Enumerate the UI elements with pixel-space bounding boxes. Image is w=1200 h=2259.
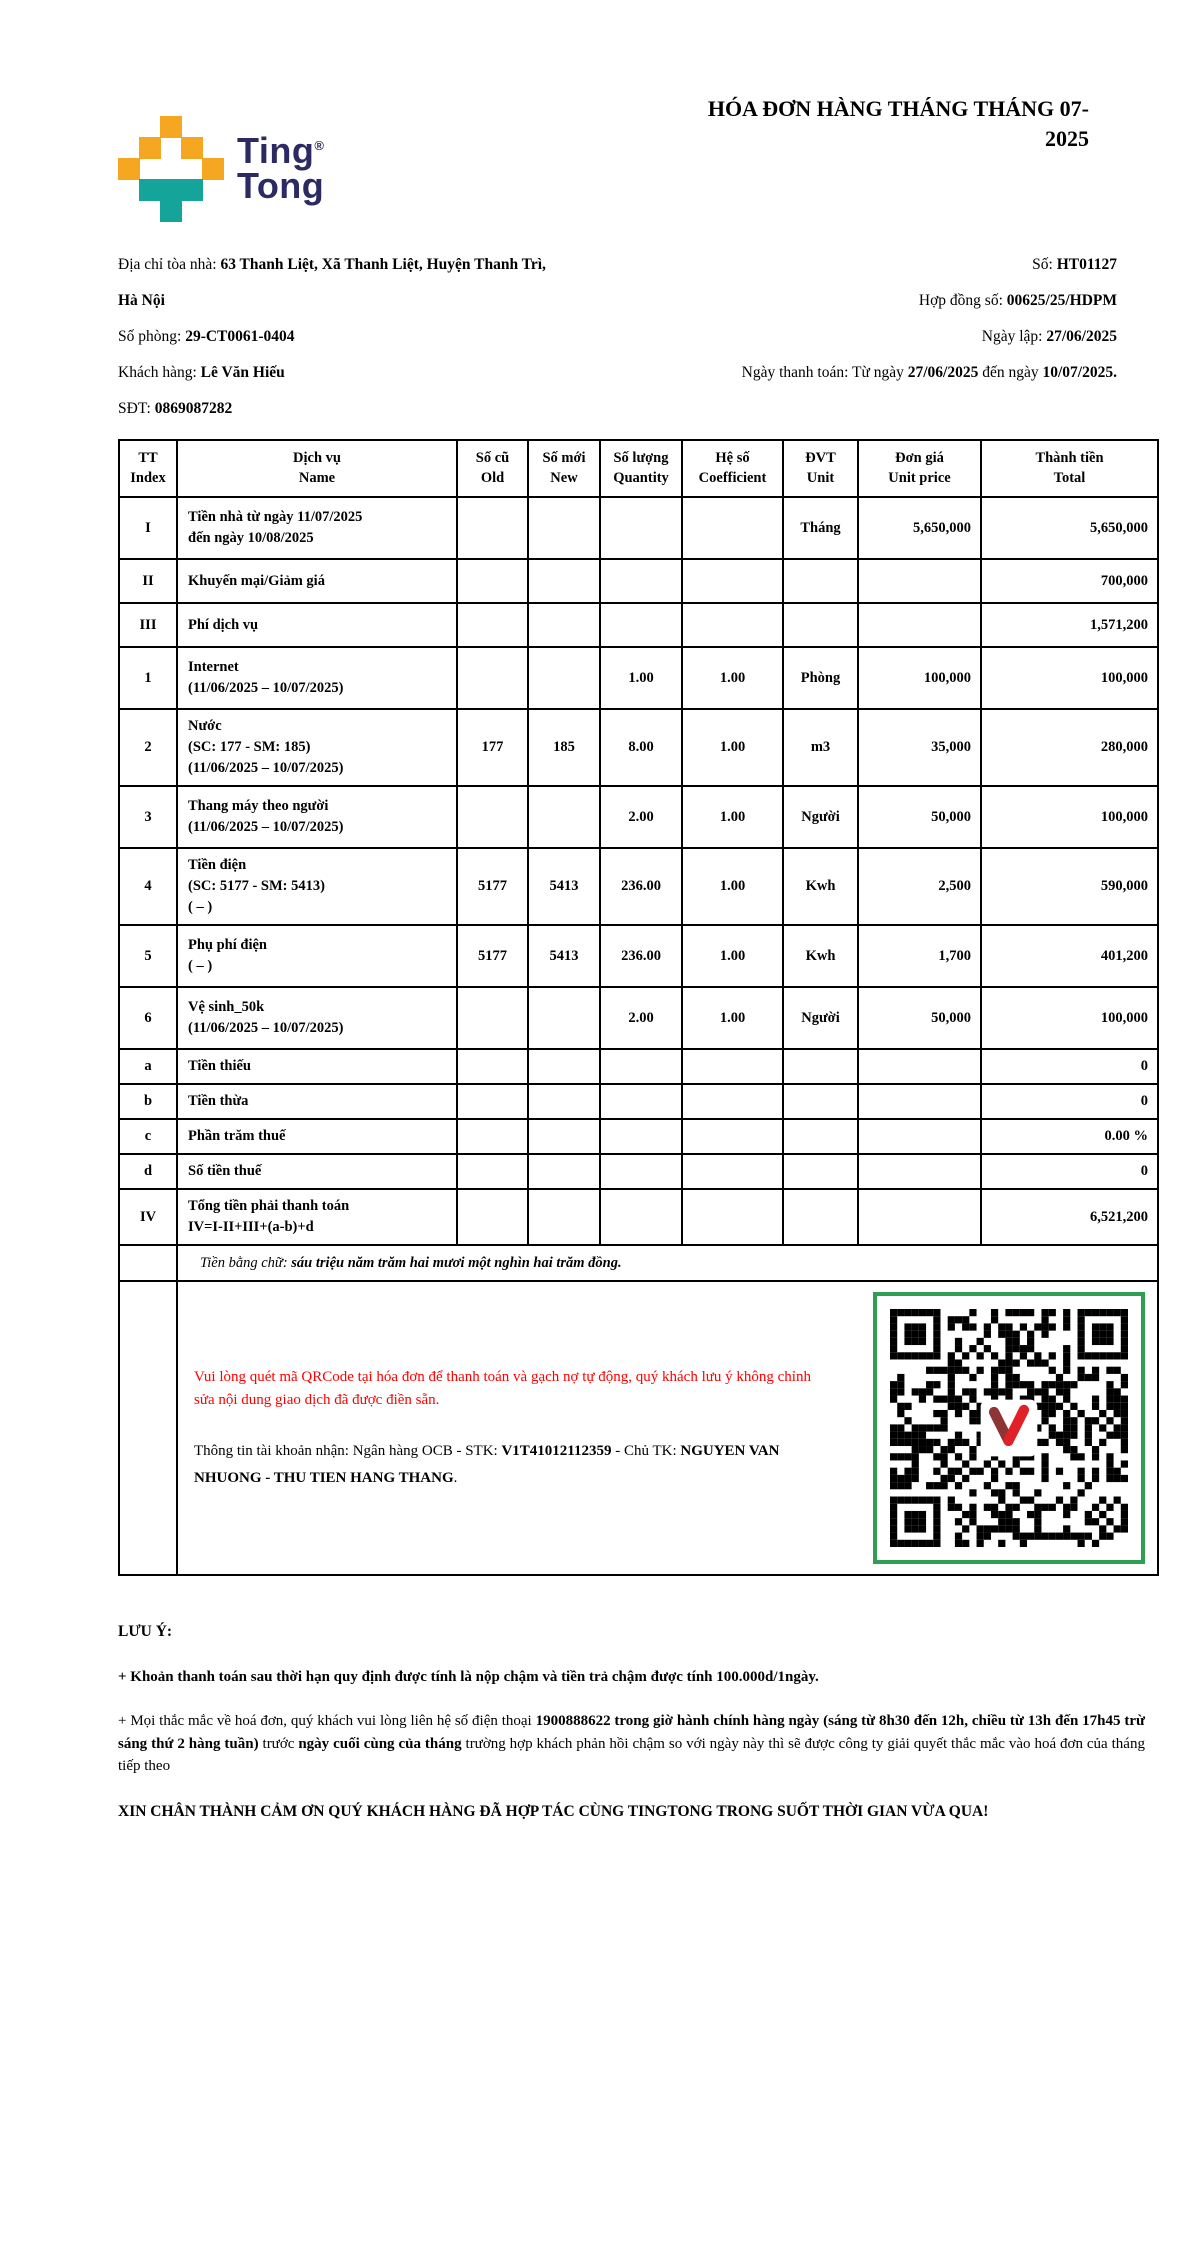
cell-unit-price: 5,650,000 [858,497,981,559]
cell-name: Số tiền thuế [177,1154,457,1189]
cell-unit [783,559,858,603]
cell-index: 3 [119,786,177,848]
invoice-table-body [119,497,1158,1245]
table-row [119,925,1158,987]
cell-old [457,497,528,559]
building-address-city: Hà Nội [118,292,165,309]
col-header-total: Thành tiền Total [981,440,1158,497]
cell-total: 5,650,000 [981,497,1158,559]
table-row [119,709,1158,786]
col-header-old: Số cũ Old [457,440,528,497]
table-row [119,786,1158,848]
meta-row [118,247,1157,283]
cell-unit: m3 [783,709,858,786]
invoice-table [118,439,1159,1576]
cell-unit-price: 50,000 [858,987,981,1049]
cell-coefficient: 1.00 [682,848,783,925]
cell-unit-price: 100,000 [858,647,981,709]
notes-heading: LƯU Ý: [118,1623,173,1641]
cell-new [528,559,600,603]
table-row [119,848,1158,925]
cell-quantity [600,559,682,603]
cell-coefficient: 1.00 [682,786,783,848]
cell-unit-price [858,603,981,647]
cell-total: 401,200 [981,925,1158,987]
cell-index: c [119,1119,177,1154]
payment-instructions [194,1366,834,1491]
cell-quantity [600,603,682,647]
cell-total: 0.00 % [981,1119,1158,1154]
cell-name: Phụ phí điện ( – ) [177,925,457,987]
cell-new [528,786,600,848]
payment-period: Ngày thanh toán: Từ ngày 27/06/2025 đến ngày 10/07/2025. [741,364,1117,381]
tingtong-logo-text: Ting® Tong [237,130,325,206]
cell-old [457,1189,528,1245]
col-header-index: TT Index [119,440,177,497]
cell-coefficient [682,603,783,647]
cell-index: II [119,559,177,603]
cell-name: Nước (SC: 177 - SM: 185) (11/06/2025 – 10/07/2025) [177,709,457,786]
cell-index: a [119,1049,177,1084]
qr-warning-note: Vui lòng quét mã QRCode tại hóa đơn để thanh toán và gạch nợ tự động, quý khách lưu ý không chỉnh sửa nội dung giao dịch đã được điền sẵn. [194,1368,811,1409]
cell-new [528,1189,600,1245]
table-row [119,559,1158,603]
cell-old [457,603,528,647]
cell-total: 700,000 [981,559,1158,603]
cell-new: 5413 [528,848,600,925]
cell-name: Vệ sinh_50k (11/06/2025 – 10/07/2025) [177,987,457,1049]
cell-old [457,1119,528,1154]
cell-old: 5177 [457,848,528,925]
cell-index: IV [119,1189,177,1245]
col-header-name: Dịch vụ Name [177,440,457,497]
cell-quantity: 8.00 [600,709,682,786]
cell-new [528,1049,600,1084]
cell-new [528,1154,600,1189]
cell-unit-price [858,1189,981,1245]
cell-unit [783,1189,858,1245]
cell-name: Tiền thiếu [177,1049,457,1084]
cell-index: 4 [119,848,177,925]
cell-index: III [119,603,177,647]
cell-total: 0 [981,1084,1158,1119]
customer-name: Khách hàng: Lê Văn Hiếu [118,364,285,381]
cell-unit: Kwh [783,925,858,987]
cell-name: Khuyến mại/Giảm giá [177,559,457,603]
cell-total: 590,000 [981,848,1158,925]
amount-in-words: Tiền bằng chữ: sáu triệu năm trăm hai mươi một nghìn hai trăm đồng. [177,1245,1158,1281]
table-row [119,497,1158,559]
cell-unit [783,1154,858,1189]
tingtong-logo-icon [118,116,223,221]
cell-coefficient: 1.00 [682,709,783,786]
cell-new: 185 [528,709,600,786]
cell-unit: Người [783,987,858,1049]
table-row [119,603,1158,647]
cell-quantity: 2.00 [600,786,682,848]
cell-index: I [119,497,177,559]
cell-old: 5177 [457,925,528,987]
cell-unit-price: 1,700 [858,925,981,987]
invoice-notes [118,1620,1157,1823]
issue-date: Ngày lập: 27/06/2025 [981,328,1117,345]
room-number: Số phòng: 29-CT0061-0404 [118,328,295,345]
cell-unit-price [858,559,981,603]
cell-total: 280,000 [981,709,1158,786]
cell-total: 100,000 [981,786,1158,848]
cell-name: Tiền điện (SC: 5177 - SM: 5413) ( – ) [177,848,457,925]
cell-unit-price [858,1084,981,1119]
payment-qr-code [873,1292,1145,1564]
table-row [119,647,1158,709]
invoice-meta [118,247,1157,427]
col-header-new: Số mới New [528,440,600,497]
table-row [119,1189,1158,1245]
cell-name: Phí dịch vụ [177,603,457,647]
cell-name: Tổng tiền phải thanh toán IV=I-II+III+(a-b)+d [177,1189,457,1245]
payment-qr-row [119,1281,1158,1575]
col-header-unit-price: Đơn giá Unit price [858,440,981,497]
cell-unit [783,1049,858,1084]
cell-quantity [600,1189,682,1245]
bank-account-info: Thông tin tài khoản nhận: Ngân hàng OCB - STK: V1T41012112359 - Chủ TK: NGUYEN VAN NHUONG - THU TIEN HANG THANG. [194,1443,780,1486]
cell-name: Phần trăm thuế [177,1119,457,1154]
cell-index: 2 [119,709,177,786]
cell-coefficient [682,1084,783,1119]
cell-coefficient [682,1049,783,1084]
invoice-title: HÓA ĐƠN HÀNG THÁNG THÁNG 07- 2025 [707,96,1089,151]
late-payment-note: + Khoản thanh toán sau thời hạn quy định được tính là nộp chậm và tiền trả chậm được tính 100.000d/1ngày. [118,1668,819,1685]
cell-new: 5413 [528,925,600,987]
cell-unit [783,603,858,647]
table-row [119,1154,1158,1189]
cell-unit [783,1119,858,1154]
phone-number: SĐT: 0869087282 [118,400,233,417]
cell-quantity: 2.00 [600,987,682,1049]
table-row [119,1049,1158,1084]
cell-coefficient: 1.00 [682,647,783,709]
col-header-coefficient: Hệ số Coefficient [682,440,783,497]
cell-index: 5 [119,925,177,987]
cell-coefficient [682,497,783,559]
cell-coefficient [682,559,783,603]
cell-name: Thang máy theo người (11/06/2025 – 10/07/2025) [177,786,457,848]
cell-unit-price: 35,000 [858,709,981,786]
cell-index: 1 [119,647,177,709]
cell-old [457,1049,528,1084]
cell-new [528,497,600,559]
cell-quantity: 236.00 [600,848,682,925]
cell-quantity [600,497,682,559]
cell-old [457,1154,528,1189]
cell-unit: Kwh [783,848,858,925]
cell-coefficient [682,1189,783,1245]
cell-old [457,559,528,603]
table-header-row [119,440,1158,497]
cell-new [528,1084,600,1119]
cell-old [457,786,528,848]
cell-name: Tiền nhà từ ngày 11/07/2025 đến ngày 10/08/2025 [177,497,457,559]
invoice-number: Số: HT01127 [1032,256,1117,273]
cell-total: 100,000 [981,987,1158,1049]
building-address: Địa chỉ tòa nhà: 63 Thanh Liệt, Xã Thanh Liệt, Huyện Thanh Trì, [118,256,546,273]
cell-unit: Tháng [783,497,858,559]
cell-unit-price [858,1154,981,1189]
cell-total: 1,571,200 [981,603,1158,647]
cell-quantity [600,1084,682,1119]
hotline-note: + Mọi thắc mắc về hoá đơn, quý khách vui lòng liên hệ số điện thoại 1900888622 trong giờ hành chính hàng ngày (sáng từ 8h30 đến 12h, chiều từ 13h đến 17h45 trừ sáng thứ 2 hàng tuần) trước ngày cuối cùng của tháng trường hợp khách phản hồi chậm so với ngày này thì sẽ được công ty giải quyết thắc mắc vào hoá đơn của tháng tiếp theo [118,1713,1145,1775]
cell-name: Internet (11/06/2025 – 10/07/2025) [177,647,457,709]
cell-coefficient [682,1154,783,1189]
cell-index: 6 [119,987,177,1049]
cell-old [457,987,528,1049]
cell-old [457,647,528,709]
meta-row [118,319,1157,355]
tingtong-logo [118,116,324,221]
cell-unit-price: 2,500 [858,848,981,925]
cell-quantity: 236.00 [600,925,682,987]
contract-number: Hợp đồng số: 00625/25/HDPM [918,292,1117,309]
cell-index: b [119,1084,177,1119]
cell-unit: Phòng [783,647,858,709]
cell-total: 0 [981,1049,1158,1084]
cell-coefficient: 1.00 [682,987,783,1049]
cell-unit: Người [783,786,858,848]
cell-new [528,1119,600,1154]
meta-row [118,355,1157,391]
cell-new [528,603,600,647]
cell-unit-price [858,1049,981,1084]
cell-index: d [119,1154,177,1189]
thank-you-note: XIN CHÂN THÀNH CẢM ƠN QUÝ KHÁCH HÀNG ĐÃ HỢP TÁC CÙNG TINGTONG TRONG SUỐT THỜI GIAN VỪA QUA! [118,1802,989,1820]
cell-quantity [600,1049,682,1084]
table-row [119,1084,1158,1119]
cell-quantity: 1.00 [600,647,682,709]
table-row [119,987,1158,1049]
cell-name: Tiền thừa [177,1084,457,1119]
registered-mark: ® [314,138,325,154]
col-header-quantity: Số lượng Quantity [600,440,682,497]
cell-old [457,1084,528,1119]
cell-total: 100,000 [981,647,1158,709]
cell-total: 0 [981,1154,1158,1189]
amount-in-words-row [119,1245,1158,1281]
meta-row [118,391,1157,427]
cell-unit [783,1084,858,1119]
col-header-unit: ĐVT Unit [783,440,858,497]
cell-unit-price: 50,000 [858,786,981,848]
cell-total: 6,521,200 [981,1189,1158,1245]
cell-coefficient [682,1119,783,1154]
cell-coefficient: 1.00 [682,925,783,987]
cell-unit-price [858,1119,981,1154]
table-row [119,1119,1158,1154]
cell-new [528,987,600,1049]
cell-new [528,647,600,709]
invoice-header [118,92,1157,221]
cell-quantity [600,1154,682,1189]
cell-quantity [600,1119,682,1154]
meta-row [118,283,1157,319]
cell-old: 177 [457,709,528,786]
